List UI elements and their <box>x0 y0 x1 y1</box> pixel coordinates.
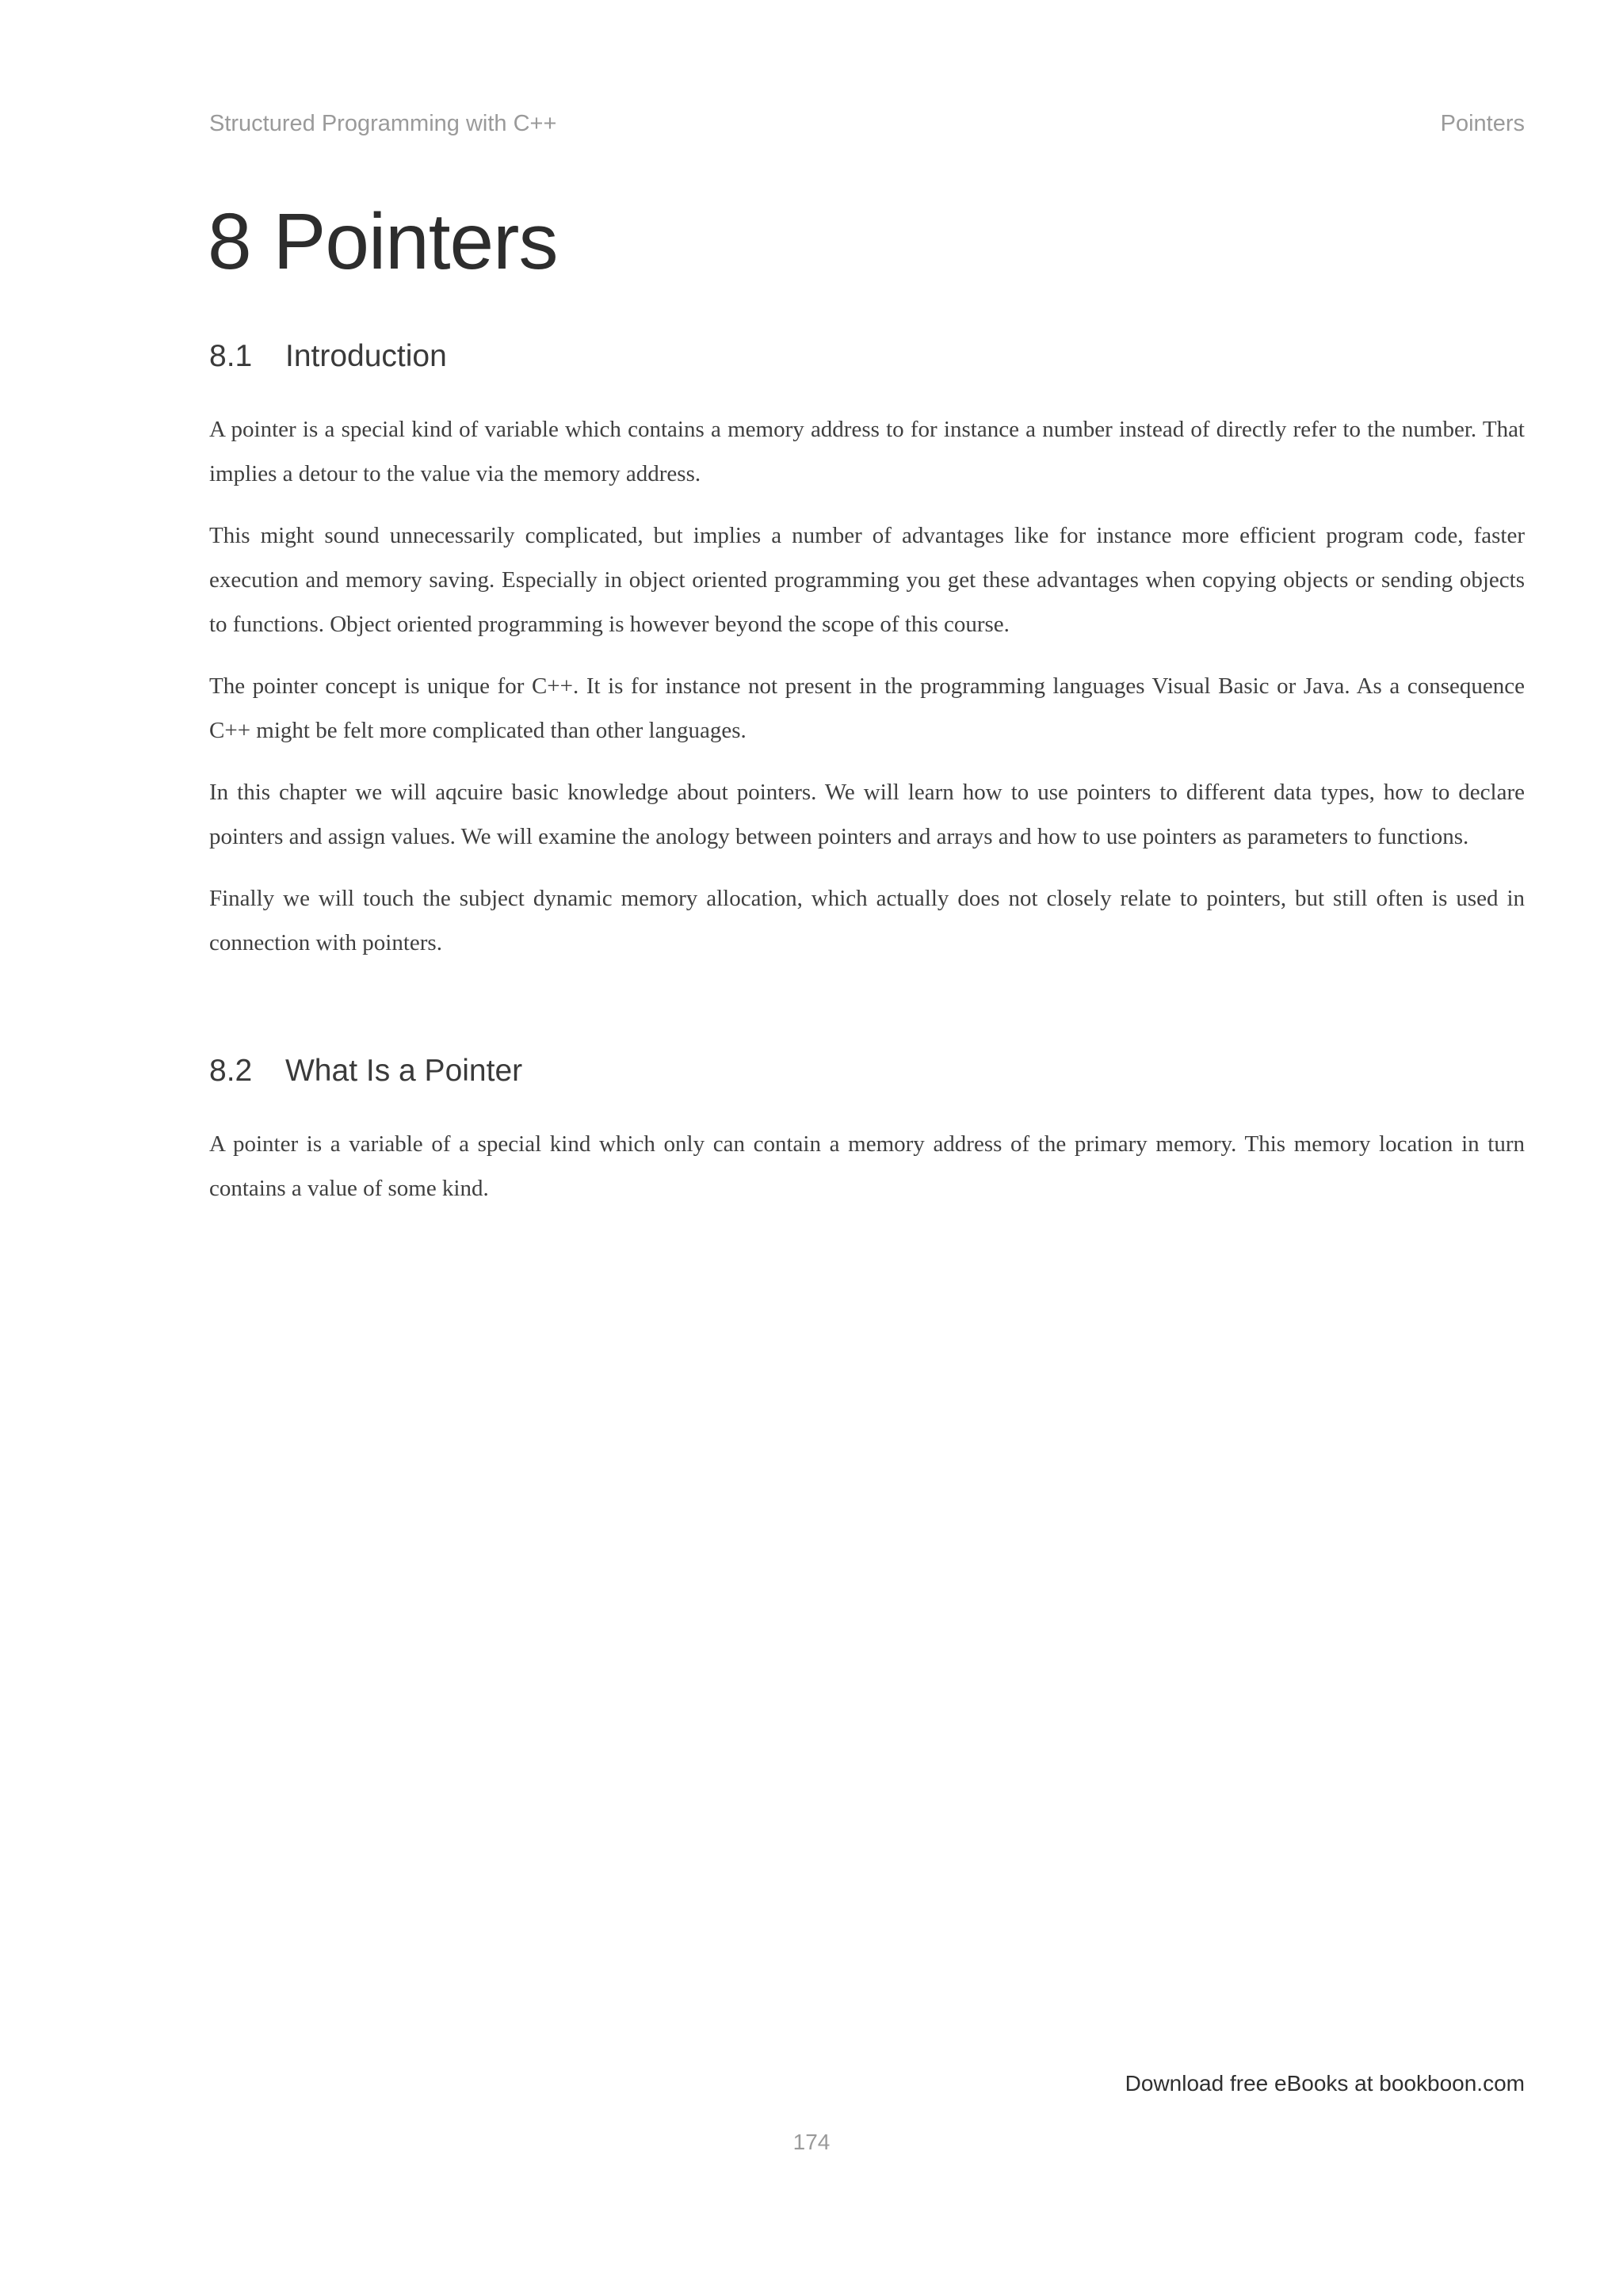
section-title: What Is a Pointer <box>285 1054 523 1088</box>
paragraph: Finally we will touch the subject dynamic memory allocation, which actually does not closely relate to pointers, but still often is used in connection with pointers. <box>209 886 1525 955</box>
paragraph: A pointer is a special kind of variable which contains a memory address to for instance a number instead of directly refer to the number. That implies a detour to the value via the memory address. <box>209 417 1525 486</box>
section-heading-introduction <box>209 339 447 374</box>
page-number: 174 <box>792 2130 831 2154</box>
running-header <box>209 111 1525 137</box>
chapter-title <box>208 196 557 288</box>
paragraph: A pointer is a variable of a special kind which only can contain a memory address of the primary memory. This memory location in turn contains a value of some kind. <box>209 1131 1525 1201</box>
chapter-number: 8 <box>208 197 251 286</box>
section-heading-what-is-a-pointer <box>209 1054 522 1089</box>
header-chapter-name: Pointers <box>1440 111 1525 136</box>
paragraph: In this chapter we will aqcuire basic knowledge about pointers. We will learn how to use pointers to different data types, how to declare pointers and assign values. We will examine the anology between pointers and arrays and how to use pointers as parameters to functions. <box>209 780 1525 849</box>
section-body-what-is-a-pointer <box>209 1122 1525 1228</box>
chapter-title-text: Pointers <box>273 197 558 286</box>
paragraph: This might sound unnecessarily complicated, but implies a number of advantages like for instance more efficient program code, faster execution and memory saving. Especially in object oriented programming you get these advantages when copying objects or sending objects to functions. Object oriented programming is however beyond the scope of this course. <box>209 523 1525 637</box>
section-title: Introduction <box>285 339 447 373</box>
section-number: 8.2 <box>209 1054 253 1088</box>
header-book-title: Structured Programming with C++ <box>209 111 557 136</box>
section-number: 8.1 <box>209 339 253 373</box>
section-body-introduction <box>209 407 1525 982</box>
footer-download-link[interactable]: Download free eBooks at bookboon.com <box>1125 2071 1525 2096</box>
paragraph: The pointer concept is unique for C++. It is for instance not present in the programming languages Visual Basic or Java. As a consequence C++ might be felt more complicated than other languages. <box>209 673 1525 743</box>
